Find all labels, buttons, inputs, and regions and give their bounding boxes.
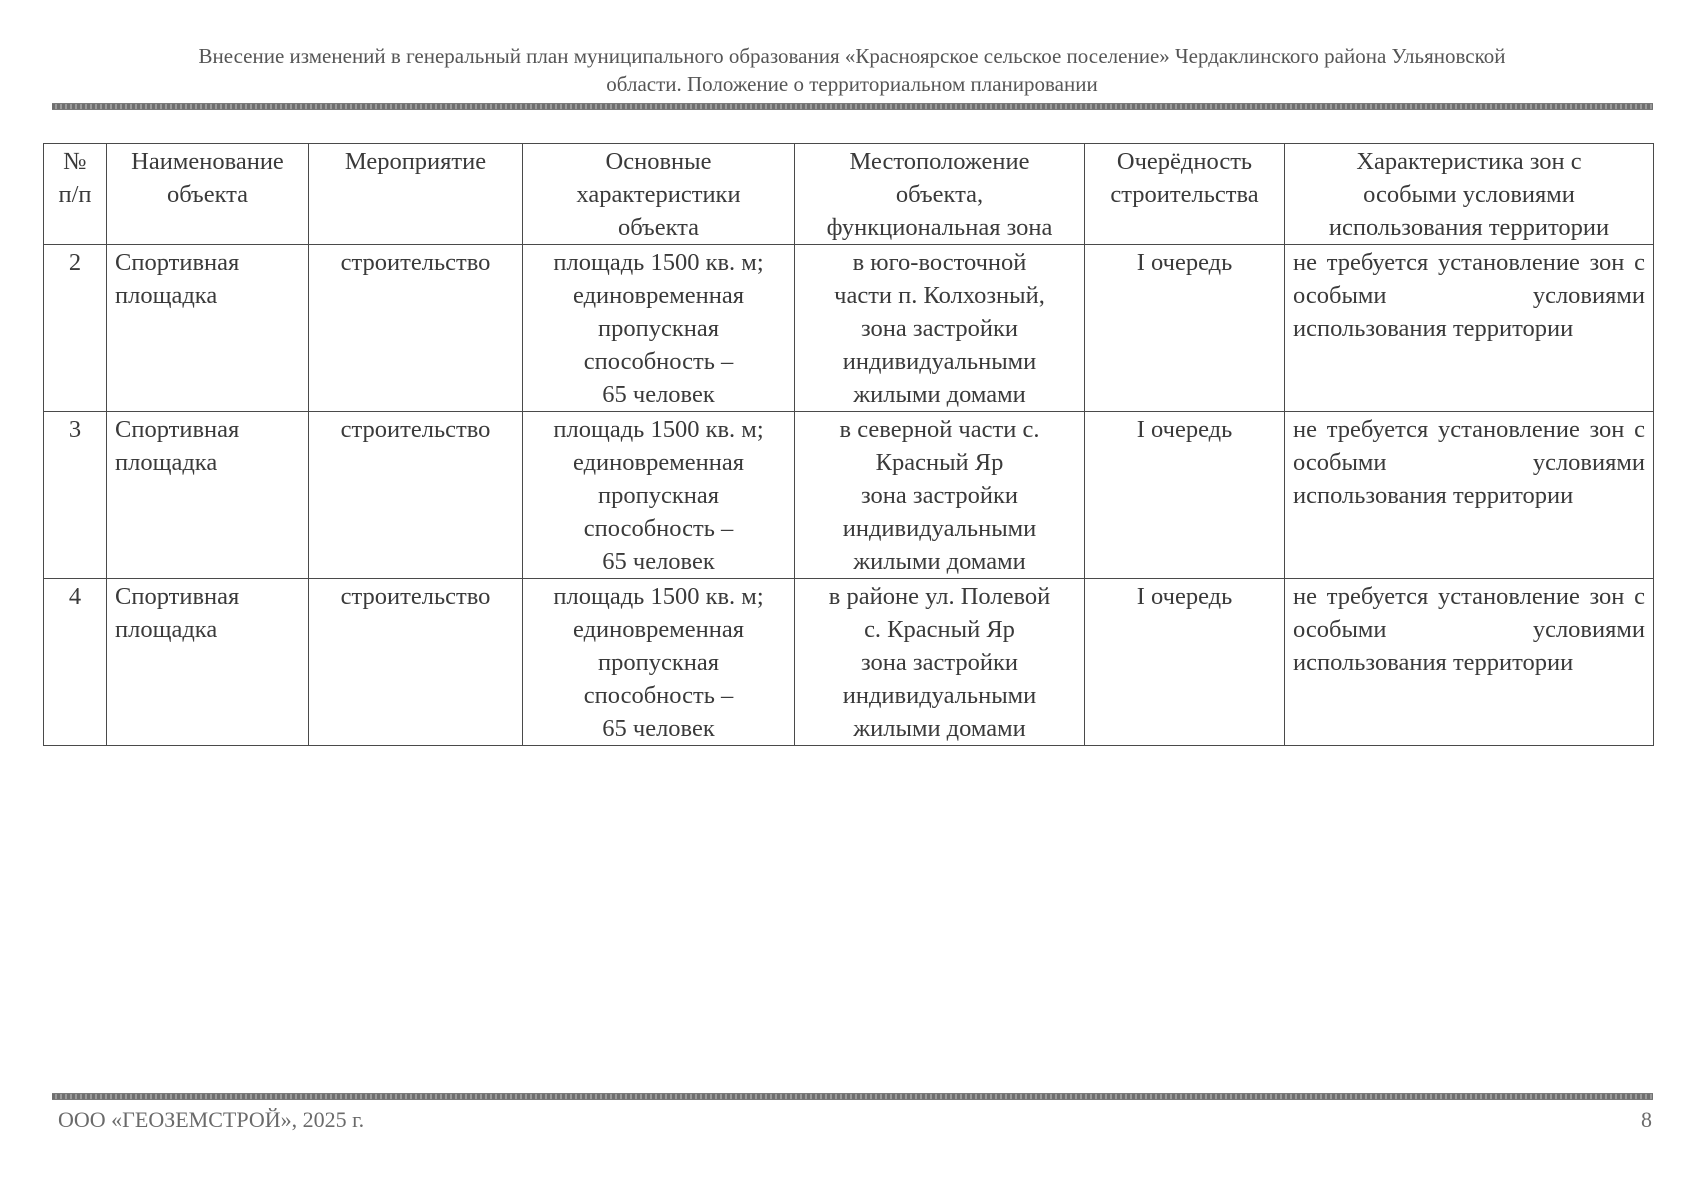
footer-company: ООО «ГЕОЗЕМСТРОЙ», 2025 г. [58,1107,365,1132]
column-header-zones: Характеристика зон с особыми условиями использования территории [1285,144,1654,245]
column-header-stage: Очерёдность строительства [1085,144,1285,245]
column-header-location: Местоположение объекта, функциональная зона [795,144,1085,245]
table-row [44,245,1654,412]
table-header [44,144,1654,245]
page-header [52,42,1652,98]
table-row [44,412,1654,579]
cell-specs: площадь 1500 кв. м; единовременная пропускная способность – 65 человек [523,245,795,412]
cell-action: строительство [309,245,523,412]
cell-stage: I очередь [1085,245,1285,412]
footer-rule [52,1093,1653,1100]
cell-zones: не требуется установление зон с особыми условиями использования территории [1285,412,1654,579]
cell-specs: площадь 1500 кв. м; единовременная пропускная способность – 65 человек [523,579,795,746]
cell-number: 4 [44,579,107,746]
column-header-specs: Основные характеристики объекта [523,144,795,245]
cell-object-name: Спортивная площадка [107,245,309,412]
cell-specs: площадь 1500 кв. м; единовременная пропускная способность – 65 человек [523,412,795,579]
cell-location: в районе ул. Полевой с. Красный Яр зона застройки индивидуальными жилыми домами [795,579,1085,746]
cell-zones: не требуется установление зон с особыми условиями использования территории [1285,245,1654,412]
column-header-object-name: Наименование объекта [107,144,309,245]
cell-location: в северной части с. Красный Яр зона застройки индивидуальными жилыми домами [795,412,1085,579]
cell-object-name: Спортивная площадка [107,412,309,579]
column-header-action: Мероприятие [309,144,523,245]
table-row [44,579,1654,746]
planning-table [43,143,1654,746]
cell-location: в юго-восточной части п. Колхозный, зона застройки индивидуальными жилыми домами [795,245,1085,412]
header-rule [52,103,1653,110]
cell-zones: не требуется установление зон с особыми условиями использования территории [1285,579,1654,746]
cell-number: 3 [44,412,107,579]
table-body [44,245,1654,746]
header-line-2: области. Положение о территориальном планировании [606,72,1098,96]
cell-object-name: Спортивная площадка [107,579,309,746]
cell-stage: I очередь [1085,579,1285,746]
page-number: 8 [1641,1107,1652,1132]
header-line-1: Внесение изменений в генеральный план муниципального образования «Красноярское сельское поселение» Чердаклинского района Ульяновской [198,44,1506,68]
table-header-row [44,144,1654,245]
cell-stage: I очередь [1085,412,1285,579]
cell-action: строительство [309,579,523,746]
cell-action: строительство [309,412,523,579]
column-header-number: № п/п [44,144,107,245]
cell-number: 2 [44,245,107,412]
